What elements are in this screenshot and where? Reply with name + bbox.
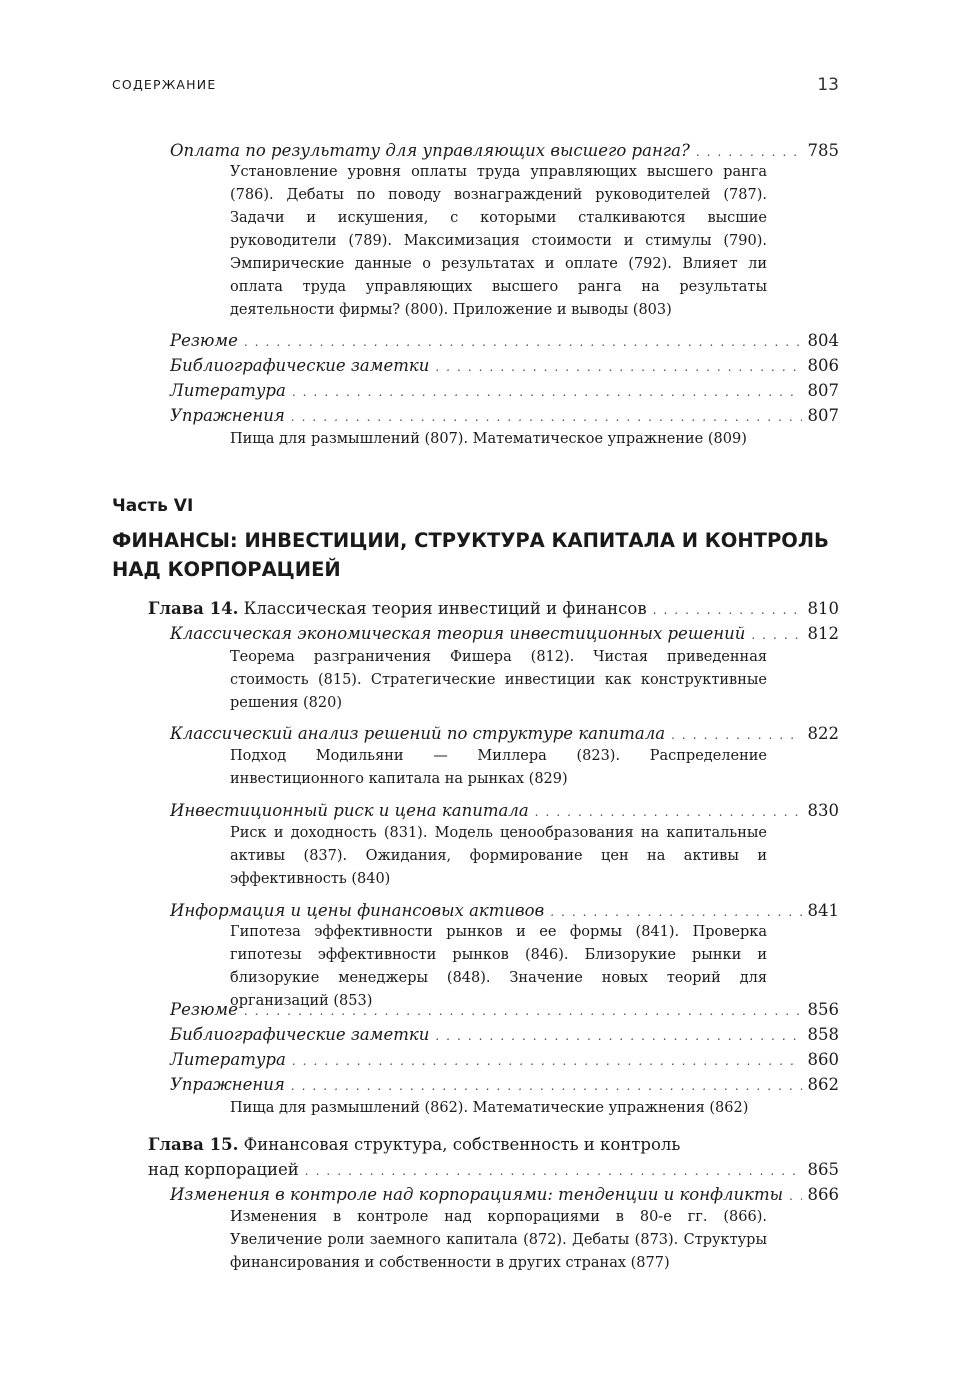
leader-dots xyxy=(292,1049,802,1074)
chapter-page: 810 xyxy=(807,599,839,618)
toc-entry-title: Классический анализ решений по структуре капитала xyxy=(170,724,666,743)
toc-entry-page: 812 xyxy=(807,624,839,643)
toc-entry-title: Резюме xyxy=(170,331,238,350)
toc-entry-resume[interactable] xyxy=(170,997,839,1024)
toc-entry-exercises[interactable] xyxy=(170,1072,839,1099)
toc-entry-investment-theory[interactable] xyxy=(170,621,839,648)
leader-dots xyxy=(244,999,802,1024)
toc-entry-details: Пища для размышлений (862). Математические упражнения (862) xyxy=(230,1100,749,1116)
toc-entry-title: Оплата по результату для управляющих высшего ранга? xyxy=(170,141,690,160)
toc-entry-corporate-control[interactable] xyxy=(170,1182,839,1209)
chapter-label: Глава 15. xyxy=(148,1135,239,1154)
toc-entry-page: 830 xyxy=(807,801,839,820)
toc-entry-bibliographic-notes[interactable] xyxy=(170,353,839,380)
leader-dots xyxy=(244,330,802,355)
toc-entry-title: Информация и цены финансовых активов xyxy=(170,901,545,920)
toc-entry-details: Изменения в контроле над корпорациями в 80-е гг. (866). Увеличение роли заемного капитала (872). Дебаты (873). Структуры финансирования и собственности в других странах (877) xyxy=(230,1209,767,1271)
toc-entry-page: 807 xyxy=(807,381,839,400)
toc-entry-page: 860 xyxy=(807,1050,839,1069)
toc-entry-title: Резюме xyxy=(170,1000,238,1019)
toc-entry-title: Изменения в контроле над корпорациями: тенденции и конфликты xyxy=(170,1185,784,1204)
toc-entry-page: 841 xyxy=(807,901,839,920)
toc-entry-page: 806 xyxy=(807,356,839,375)
toc-chapter-14[interactable] xyxy=(148,596,839,623)
leader-dots xyxy=(653,598,802,623)
leader-dots xyxy=(292,380,802,405)
toc-entry-title: Библиографические заметки xyxy=(170,356,430,375)
toc-chapter-15-line2[interactable] xyxy=(148,1157,839,1184)
toc-entry-title: Упражнения xyxy=(170,1075,285,1094)
toc-entry-page: 804 xyxy=(807,331,839,350)
toc-entry-exercises[interactable] xyxy=(170,403,839,430)
toc-entry-title: Библиографические заметки xyxy=(170,1025,430,1044)
toc-entry-page: 822 xyxy=(807,724,839,743)
chapter-label: Глава 14. xyxy=(148,599,239,618)
toc-entry-bibliographic-notes[interactable] xyxy=(170,1022,839,1049)
toc-entry-investment-risk[interactable] xyxy=(170,798,839,825)
toc-entry-page: 785 xyxy=(807,141,839,160)
toc-entry-page: 866 xyxy=(807,1185,839,1204)
leader-dots xyxy=(435,1024,801,1049)
toc-entry-details: Пища для размышлений (807). Математическое упражнение (809) xyxy=(230,431,747,447)
toc-chapter-15[interactable] xyxy=(148,1132,680,1157)
toc-entry-title: Классическая экономическая теория инвестиционных решений xyxy=(170,624,746,643)
toc-entry-title: Литература xyxy=(170,1050,286,1069)
toc-entry-details: Подход Модильяни — Миллера (823). Распределение инвестиционного капитала на рынках (829) xyxy=(230,748,767,787)
part-title: ФИНАНСЫ: ИНВЕСТИЦИИ, СТРУКТУРА КАПИТАЛА И КОНТРОЛЬ НАД КОРПОРАЦИЕЙ xyxy=(112,529,829,581)
toc-entry-capital-structure[interactable] xyxy=(170,721,839,748)
part-label: Часть VI xyxy=(112,496,194,516)
leader-dots xyxy=(291,405,802,430)
toc-entry-title: Упражнения xyxy=(170,406,285,425)
toc-entry-page: 858 xyxy=(807,1025,839,1044)
toc-entry-details: Установление уровня оплаты труда управляющих высшего ранга (786). Дебаты по поводу вознаграждений руководителей (787). Задачи и искушения, с которыми сталкиваются высшие руководители (789). Максимизация стоимости и стимулы (790). Эмпирические данные о результатах и оплате (792). Влияет ли оплата труда управляющих высшего ранга на результаты деятельности фирмы? (800). Приложение и выводы (803) xyxy=(230,164,767,318)
toc-entry-page: 807 xyxy=(807,406,839,425)
toc-entry-page: 856 xyxy=(807,1000,839,1019)
toc-entry-resume[interactable] xyxy=(170,328,839,355)
page-number: 13 xyxy=(817,75,839,95)
toc-entry-details: Риск и доходность (831). Модель ценообразования на капитальные активы (837). Ожидания, формирование цен на активы и эффективность (840) xyxy=(230,825,767,887)
toc-entry-title: Инвестиционный риск и цена капитала xyxy=(170,801,529,820)
toc-entry-title: Литература xyxy=(170,381,286,400)
toc-entry-literature[interactable] xyxy=(170,378,839,405)
toc-entry-literature[interactable] xyxy=(170,1047,839,1074)
chapter-title: Классическая теория инвестиций и финансов xyxy=(243,599,647,618)
leader-dots xyxy=(435,355,801,380)
leader-dots xyxy=(751,623,801,648)
toc-entry-details: Теорема разграничения Фишера (812). Чистая приведенная стоимость (815). Стратегические инвестиции как конструктивные решения (820) xyxy=(230,649,767,711)
leader-dots xyxy=(305,1159,802,1184)
toc-entry-page: 862 xyxy=(807,1075,839,1094)
leader-dots xyxy=(789,1184,801,1209)
leader-dots xyxy=(291,1074,802,1099)
chapter-title-line2: над корпорацией xyxy=(148,1160,299,1179)
toc-entry-details: Гипотеза эффективности рынков и ее формы (841). Проверка гипотезы эффективности рынков (846). Близорукие рынки и близорукие менеджеры (848). Значение новых теорий для организаций (853) xyxy=(230,924,767,1009)
chapter-title-line1: Финансовая структура, собственность и контроль xyxy=(243,1135,681,1154)
running-head: СОДЕРЖАНИЕ xyxy=(112,77,217,92)
chapter-page: 865 xyxy=(807,1160,839,1179)
